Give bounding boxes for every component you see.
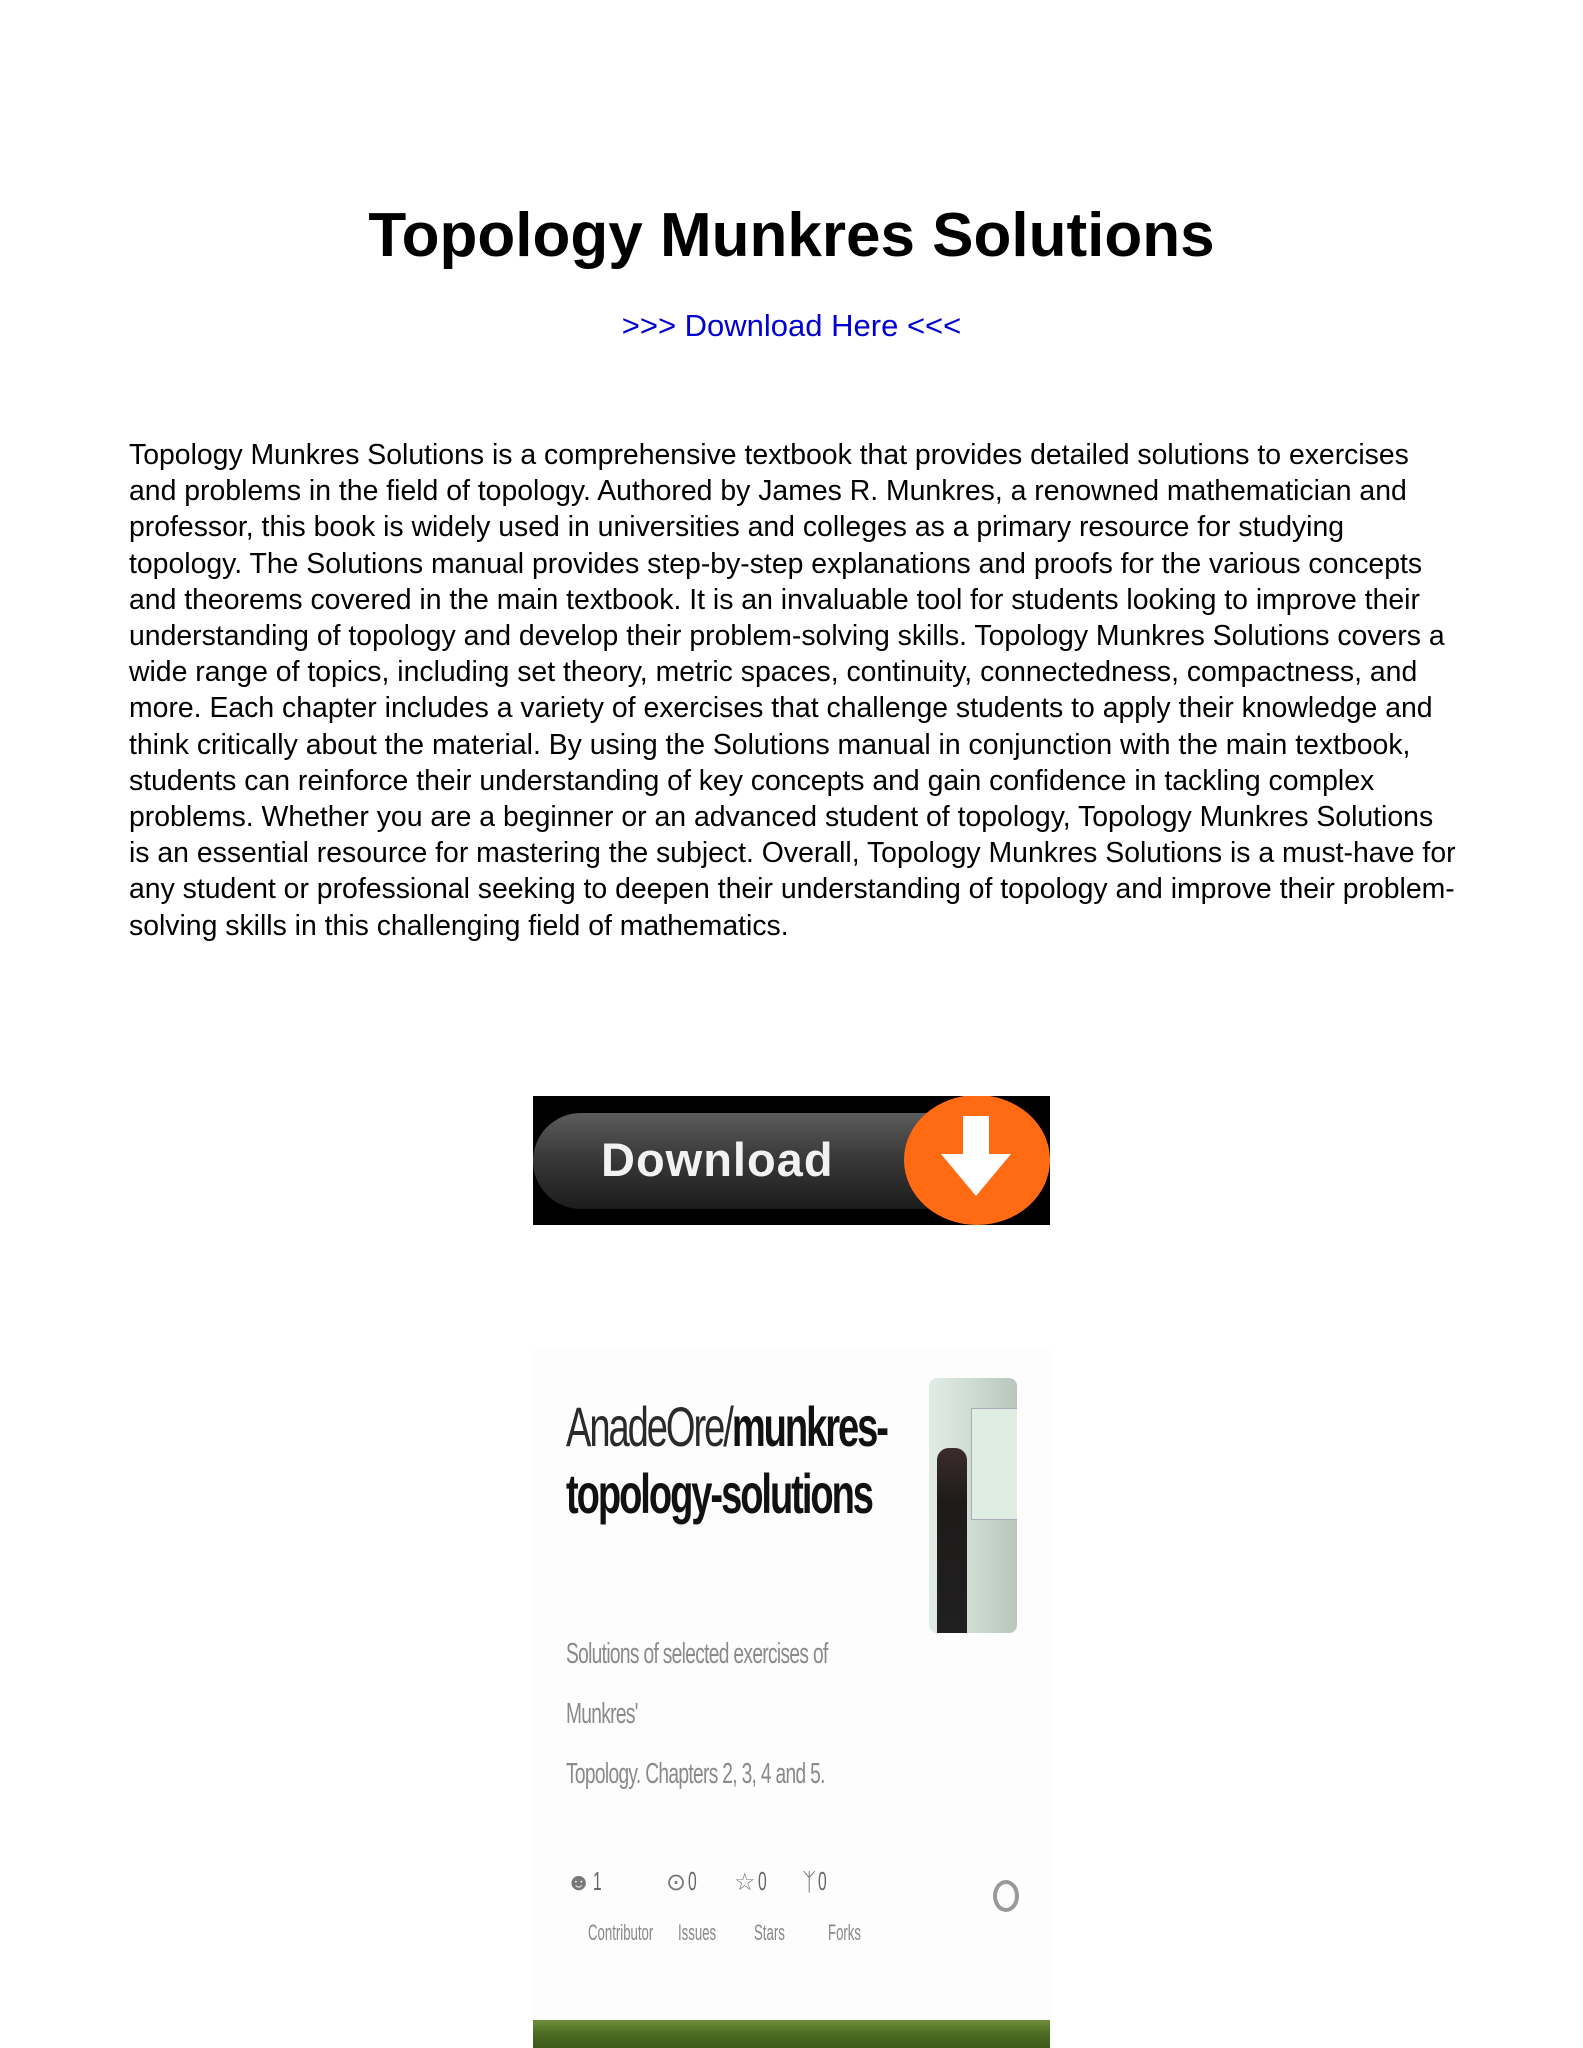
stat-label: Stars [754, 1920, 785, 1945]
download-arrow-icon [901, 1096, 1050, 1225]
repo-avatar-photo [929, 1378, 1017, 1633]
repo-preview-image [533, 1348, 1050, 2048]
issue-icon: ⊙ [666, 1869, 687, 1896]
photo-person [937, 1448, 967, 1633]
stat-contributors: ☻1 Contributor [566, 1866, 654, 1945]
download-here-link[interactable]: >>> Download Here <<< [621, 308, 962, 343]
download-button[interactable] [533, 1096, 1050, 1225]
stat-forks: ᛉ0 Forks [802, 1866, 861, 1945]
github-icon [993, 1880, 1019, 1912]
repo-description [566, 1624, 896, 1804]
repo-title-line1 [566, 1394, 887, 1459]
green-footer-bar [533, 2020, 1050, 2048]
stat-label: Issues [678, 1920, 717, 1945]
repo-description-line1: Solutions of selected exercises of Munkres' [566, 1638, 828, 1730]
repo-owner: AnadeOre/ [566, 1395, 732, 1458]
stat-label: Contributor [588, 1920, 654, 1945]
download-here-link-container [0, 306, 1583, 346]
stat-label: Forks [828, 1920, 861, 1945]
description-paragraph: Topology Munkres Solutions is a comprehensive textbook that provides detailed solutions to exercises and problems in the field of topology. Authored by James R. Munkres, a renowned mathematician and professor, this book is widely used in universities and colleges as a primary resource for studying topology. The Solutions manual provides step-by-step explanations and proofs for the various concepts and theorems covered in the main textbook. It is an invaluable tool for students looking to improve their understanding of topology and develop their problem-solving skills. Topology Munkres Solutions covers a wide range of topics, including set theory, metric spaces, continuity, connectedness, compactness, and more. Each chapter includes a variety of exercises that challenge students to apply their knowledge and think critically about the material. By using the Solutions manual in conjunction with the main textbook, students can reinforce their understanding of key concepts and gain confidence in tackling complex problems. Whether you are a beginner or an advanced student of topology, Topology Munkres Solutions is an essential resource for mastering the subject. Overall, Topology Munkres Solutions is a must-have for any student or professional seeking to deepen their understanding of topology and improve their problem-solving skills in this challenging field of mathematics. [129, 439, 1456, 942]
repo-name-part1: munkres- [731, 1395, 887, 1458]
people-icon: ☻ [566, 1869, 592, 1896]
repo-stats [566, 1866, 1036, 1966]
page-title: Topology Munkres Solutions [368, 201, 1215, 270]
photo-screen [971, 1408, 1017, 1520]
stat-issues: ⊙0 Issues [666, 1866, 717, 1945]
repo-name-part2: topology-solutions [566, 1462, 872, 1525]
fork-icon: ᛉ [802, 1869, 817, 1896]
repo-description-line2: Topology. Chapters 2, 3, 4 and 5. [566, 1758, 825, 1790]
download-button-label: Download [601, 1133, 834, 1186]
star-icon: ☆ [734, 1869, 756, 1896]
stat-stars: ☆0 Stars [734, 1866, 785, 1945]
